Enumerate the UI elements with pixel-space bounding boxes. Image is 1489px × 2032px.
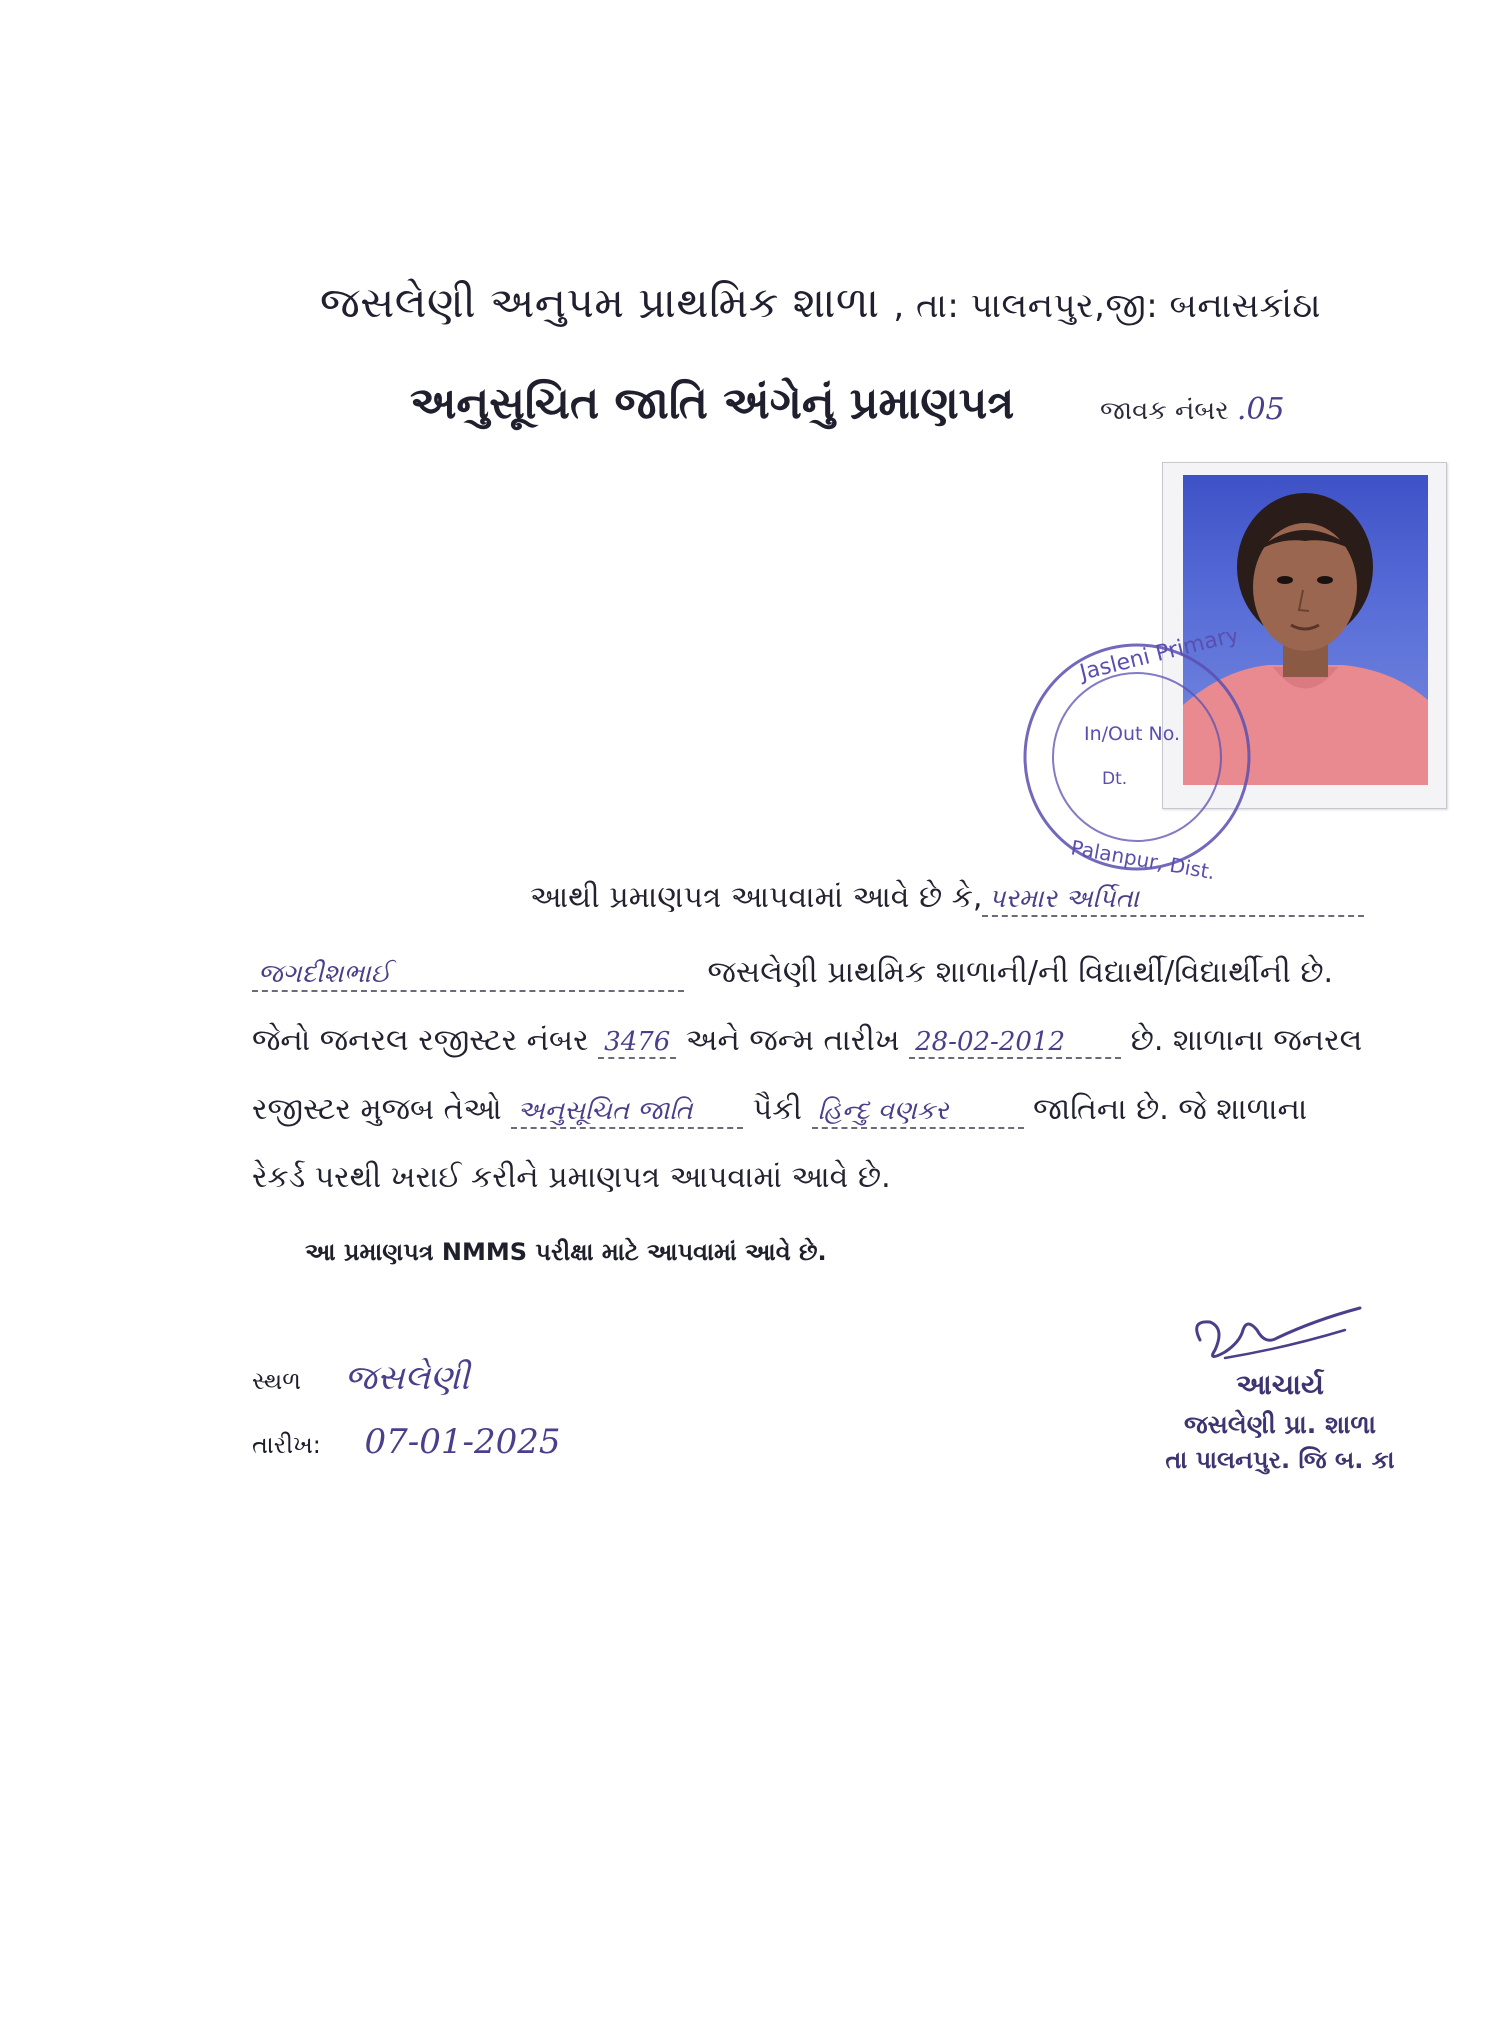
- dob-field: 28-02-2012: [909, 1027, 1121, 1059]
- date-value: 07-01-2025: [364, 1422, 561, 1462]
- gr-number-field: 3476: [598, 1027, 676, 1059]
- signatory-block: [1130, 1368, 1430, 1474]
- dob-suffix: છે. શાળાના જનરલ: [1130, 1023, 1363, 1058]
- certificate-title: અનુસૂચિત જાતિ અંગેનું પ્રમાણપત્ર: [410, 378, 1015, 429]
- school-address: , તા: પાલનપુર,જી: બનાસકાંઠા: [893, 286, 1322, 326]
- intro-text: આથી પ્રમાણપત્ર આપવામાં આવે છે કે,: [530, 880, 983, 915]
- father-name-field: જગદીશભાઈ: [252, 959, 684, 992]
- outward-number: .05: [1236, 392, 1285, 427]
- principal-signature: [1185, 1300, 1365, 1370]
- category-field: અનુસૂચિત જાતિ: [511, 1096, 743, 1129]
- body-line-register: [252, 1023, 1382, 1059]
- date-label: તારીખ:: [252, 1431, 321, 1459]
- body-line-closing: રેકર્ડ પરથી ખરાઈ કરીને પ્રમાણપત્ર આપવામાં આવે છે.: [252, 1160, 891, 1195]
- stamp-text-bottom: Palanpur, Dist.: [1069, 835, 1217, 882]
- school-title-row: [320, 278, 1340, 328]
- gr-prefix: જેનો જનરલ રજીસ્ટર નંબર: [252, 1023, 589, 1058]
- caste-field: હિન્દુ વણકર: [812, 1096, 1024, 1129]
- stamp-seal-icon: [1012, 632, 1262, 882]
- dob-prefix: અને જન્મ તારીખ: [685, 1023, 900, 1058]
- purpose-note: આ પ્રમાણપત્ર NMMS પરીક્ષા માટે આપવામાં આવે છે.: [305, 1238, 827, 1266]
- among-text: પૈકી: [752, 1092, 803, 1127]
- stamp-text-middle: In/Out No.: [1084, 723, 1181, 745]
- signature-scribble-icon: [1185, 1300, 1365, 1370]
- outward-label: જાવક નંબર: [1100, 396, 1229, 426]
- stamp-text-date: Dt.: [1102, 769, 1128, 789]
- student-name-field: પરમાર અર્પિતા: [982, 884, 1364, 917]
- body-line-intro: [530, 880, 1489, 917]
- outward-number-row: [1100, 392, 1285, 427]
- signatory-role: આચાર્ય: [1236, 1368, 1324, 1401]
- signatory-taluka: તા પાલનપુર. જિ બ. કા: [1165, 1446, 1395, 1474]
- place-label: સ્થળ: [252, 1367, 302, 1395]
- caste-suffix: જાતિના છે. જે શાળાના: [1033, 1092, 1308, 1127]
- place-row: [252, 1358, 469, 1398]
- stamp-text-top: Jasleni Primary: [1077, 632, 1242, 686]
- signatory-school: જસલેણી પ્રા. શાળા: [1183, 1410, 1377, 1439]
- school-round-stamp: [1012, 632, 1262, 882]
- register-prefix: રજીસ્ટર મુજબ તેઓ: [252, 1092, 502, 1127]
- student-of-text: જસલેણી પ્રાથમિક શાળાની/ની વિદ્યાર્થી/વિદ્યાર્થીની છે.: [707, 955, 1334, 990]
- body-line-caste: [252, 1092, 1382, 1129]
- body-line-father: [252, 955, 1382, 992]
- place-value: જસલેણી: [344, 1358, 470, 1398]
- school-name: જસલેણી અનુપમ પ્રાથમિક શાળા: [320, 278, 880, 327]
- date-row: [252, 1422, 561, 1462]
